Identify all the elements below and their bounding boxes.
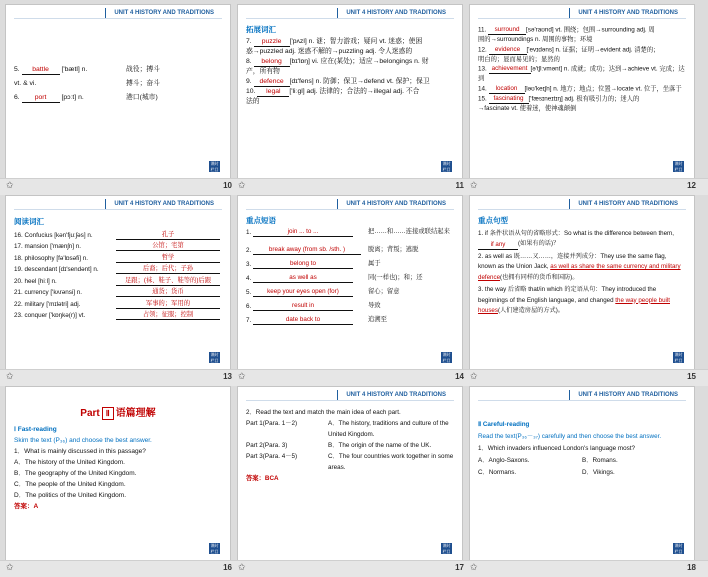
vocab-row: 6. port [pɔːt] n. 港口(城市)	[14, 94, 158, 101]
slide-11[interactable]	[238, 5, 464, 190]
vocab-line: 明白的；显而易见的；显然的	[478, 55, 560, 63]
unit-banner: UNIT 4 HISTORY AND TRADITIONS	[569, 8, 686, 19]
slide-footer	[464, 369, 708, 386]
star-icon[interactable]: ✩	[470, 371, 478, 381]
divider	[14, 209, 222, 210]
vocab-line: 14. location [ləʊ'keɪʃn] n. 地方；地点；位置→locate vt. 位于，坐落于	[478, 84, 682, 92]
star-icon[interactable]: ✩	[470, 562, 478, 572]
vocab-row: 20. heel [hiːl] n. 足跟；(袜、鞋子、鞋等的)后跟	[14, 276, 222, 288]
nav-icon[interactable]: 课时 栏目	[674, 161, 683, 172]
vocab-row: 22. military ['mɪlətri] adj. 军事的；军用的	[14, 299, 222, 311]
part-heading: Part Ⅱ 语篇理解	[80, 408, 156, 419]
section-title: 拓展词汇	[246, 25, 276, 34]
phrase-row: 1. join ... to ... 把……和……连接或联结起来	[246, 228, 450, 236]
section-heading: Ⅱ Careful-reading	[478, 421, 530, 428]
star-icon[interactable]: ✩	[6, 180, 14, 190]
vocab-row: 17. mansion ['mænʃn] n. 公馆；宅第	[14, 241, 222, 253]
question: 2．Read the text and match the main idea of each part.	[246, 409, 401, 416]
sentence-3: 3. the way 后省略 that/in which 的定语从句：They introduced the beginnings of the English language, and changed the way people built houses(人们建造房屋的方式)。	[478, 286, 670, 314]
vocab-line: 12. evidence ['evɪdəns] n. 证据；证明→evident adj. 清楚的；	[478, 45, 660, 53]
unit-banner: UNIT 4 HISTORY AND TRADITIONS	[569, 199, 686, 210]
divider	[246, 209, 454, 210]
nav-icon[interactable]: 课时 栏目	[442, 161, 451, 172]
phrase-row: 6. result in 导致	[246, 302, 381, 310]
vocab-row: vt. & vi. 搏斗；奋斗	[14, 80, 160, 87]
vocab-row: 23. conquer ['kɒŋkə(r)] vt. 占领；征服；控制	[14, 310, 222, 322]
star-icon[interactable]: ✩	[238, 562, 246, 572]
nav-icon[interactable]: 课时 栏目	[674, 352, 683, 363]
vocab-row: 21. currency ['kʌrənsi] n. 通货；货币	[14, 287, 222, 299]
unit-banner: UNIT 4 HISTORY AND TRADITIONS	[337, 199, 454, 210]
slide-footer	[0, 560, 244, 577]
star-icon[interactable]: ✩	[238, 180, 246, 190]
vocab-line: 10. legal ['liːɡl] adj. 法律的；合法的→illegal adj. 不合	[246, 88, 420, 95]
slide-footer	[464, 178, 708, 195]
phrase-row: 2. break away (from sb. /sth. ) 脱离；背叛；逃脱	[246, 246, 419, 254]
vocab-line: 法的	[246, 98, 260, 105]
unit-banner: UNIT 4 HISTORY AND TRADITIONS	[105, 8, 222, 19]
page-number: 16	[223, 563, 232, 572]
nav-icon[interactable]: 课时 栏目	[674, 543, 683, 554]
option-a[interactable]: A．The history of the United Kingdom.	[14, 459, 125, 466]
instruction: Skim the text (P₃₆) and choose the best answer.	[14, 437, 152, 444]
section-title: 阅读词汇	[14, 217, 44, 226]
option-c[interactable]: C．Normans.	[478, 469, 517, 476]
slide-17[interactable]	[238, 387, 464, 572]
page-number: 18	[687, 563, 696, 572]
phrase-row: 7. date back to 追溯至	[246, 316, 387, 324]
section-heading: Ⅰ Fast-reading	[14, 426, 57, 433]
options	[478, 455, 686, 479]
section-title: 重点句型	[478, 216, 508, 225]
option-a[interactable]: A．Anglo-Saxons.	[478, 457, 530, 464]
phrase-row: 4. as well as 同(一样也)；和；还	[246, 274, 423, 282]
vocab-row: 19. descendant [dɪ'sendənt] n. 后裔；后代；子孙	[14, 264, 222, 276]
vocab-line: →fascinate vt. 使着迷，使神魂颠倒	[478, 104, 577, 112]
vocab-line: 9. defence [dɪ'fens] n. 防御；保卫→defend vt. 保护；保卫	[246, 78, 430, 85]
vocab-line: 11. surround [sə'raʊnd] vt. 围绕；包围→surrounding adj. 周	[478, 26, 655, 34]
nav-icon[interactable]: 课时 栏目	[210, 543, 219, 554]
option-b[interactable]: B．The geography of the United Kingdom.	[14, 470, 137, 477]
match-row: Part 2(Para. 3) B．The origin of the name of the UK.	[246, 442, 432, 449]
option-b[interactable]: B．Romans.	[582, 457, 618, 464]
divider	[246, 400, 454, 401]
vocab-row: 5. battle ['bætl] n. 战役；搏斗	[14, 66, 160, 73]
match-row: Part 3(Para. 4－5) C．The four countries work together in some areas.	[246, 453, 454, 471]
slide-12[interactable]	[470, 5, 696, 190]
star-icon[interactable]: ✩	[238, 371, 246, 381]
slide-14[interactable]	[238, 196, 464, 381]
option-d[interactable]: D．Vikings.	[582, 469, 615, 476]
vocab-line: 8. belong [bɪ'lɒŋ] vi. 应在(某处)；适应→belongings n. 财	[246, 58, 429, 65]
vocab-line: 7. puzzle ['pʌzl] n. 谜；智力游戏；疑问 vt. 迷惑；使困	[246, 38, 423, 45]
divider	[14, 18, 222, 19]
slide-16[interactable]	[6, 387, 232, 572]
page-number: 13	[223, 372, 232, 381]
slide-13[interactable]	[6, 196, 232, 381]
page-number: 12	[687, 181, 696, 190]
vocab-line: 15. fascinating ['fæsɪneɪtɪŋ] adj. 极有吸引力的；迷人的	[478, 94, 640, 102]
slide-footer	[464, 560, 708, 577]
page-number: 11	[455, 181, 464, 190]
phrase-row: 5. keep your eyes open (for) 留心；留意	[246, 288, 400, 296]
question: 1．Which invaders influenced London's language most?	[478, 445, 635, 452]
slide-footer	[232, 369, 476, 386]
nav-icon[interactable]: 课时 栏目	[442, 543, 451, 554]
divider	[478, 18, 686, 19]
slide-15[interactable]	[470, 196, 696, 381]
page-number: 17	[455, 563, 464, 572]
unit-banner: UNIT 4 HISTORY AND TRADITIONS	[569, 390, 686, 401]
slide-footer	[232, 178, 476, 195]
vocab-row: 16. Confucius [kən'fjuːʃəs] n. 孔子	[14, 230, 222, 242]
page-number: 14	[455, 372, 464, 381]
slide-footer	[0, 369, 244, 386]
slide-footer	[0, 178, 244, 195]
unit-banner: UNIT 4 HISTORY AND TRADITIONS	[337, 8, 454, 19]
nav-icon[interactable]: 课时 栏目	[210, 352, 219, 363]
vocab-line: 产，所有物	[246, 68, 280, 75]
sentence-2: 2. as well as 既……又……，连接并列成分：They use the same flag, known as the Union Jack, as well as share the same currency and military defence(也拥有同样的货币和国防)。	[478, 252, 681, 281]
vocab-row: 18. philosophy [fə'lɒsəfi] n. 哲学	[14, 253, 222, 265]
divider	[246, 18, 454, 19]
star-icon[interactable]: ✩	[6, 562, 14, 572]
phrase-row: 3. belong to 属于	[246, 260, 381, 268]
instruction: Read the text(P₃₆－₃₇) carefully and then choose the best answer.	[478, 433, 662, 440]
divider	[478, 209, 686, 210]
star-icon[interactable]: ✩	[6, 371, 14, 381]
nav-icon[interactable]: 课时 栏目	[210, 161, 219, 172]
question: 1．What is mainly discussed in this passage?	[14, 448, 146, 455]
section-title: 重点短语	[246, 216, 276, 225]
option-d[interactable]: D．The politics of the United Kingdom.	[14, 492, 126, 499]
nav-icon[interactable]: 课时 栏目	[442, 352, 451, 363]
vocab-line: 13. achievement [ə'tʃiːvmənt] n. 成就；成功；达到→achieve vt. 完成；达到	[478, 65, 685, 82]
answer: 答案：A	[14, 503, 39, 510]
page-number: 10	[223, 181, 232, 190]
unit-banner: UNIT 4 HISTORY AND TRADITIONS	[105, 199, 222, 210]
page-number: 15	[687, 372, 696, 381]
vocab-line: 惑→puzzled adj. 迷惑不解的→puzzling adj. 令人迷惑的	[246, 48, 413, 55]
sentence-1: 1. if 条件状语从句的省略形式：So what is the difference between them, if any (如果有的话)？	[478, 229, 674, 248]
star-icon[interactable]: ✩	[470, 180, 478, 190]
slide-footer	[232, 560, 476, 577]
unit-banner: UNIT 4 HISTORY AND TRADITIONS	[337, 390, 454, 401]
slide-10[interactable]	[6, 5, 232, 190]
divider	[478, 400, 686, 401]
slide-18[interactable]	[470, 387, 696, 572]
vocab-line: 围的→surroundings n. 周围的事物；环境	[478, 36, 593, 43]
option-c[interactable]: C．The people of the United Kingdom.	[14, 481, 126, 488]
answer: 答案：BCA	[246, 475, 279, 482]
match-row: Part 1(Para. 1－2) A．The history, traditions and culture of the United Kingdom.	[246, 420, 449, 438]
